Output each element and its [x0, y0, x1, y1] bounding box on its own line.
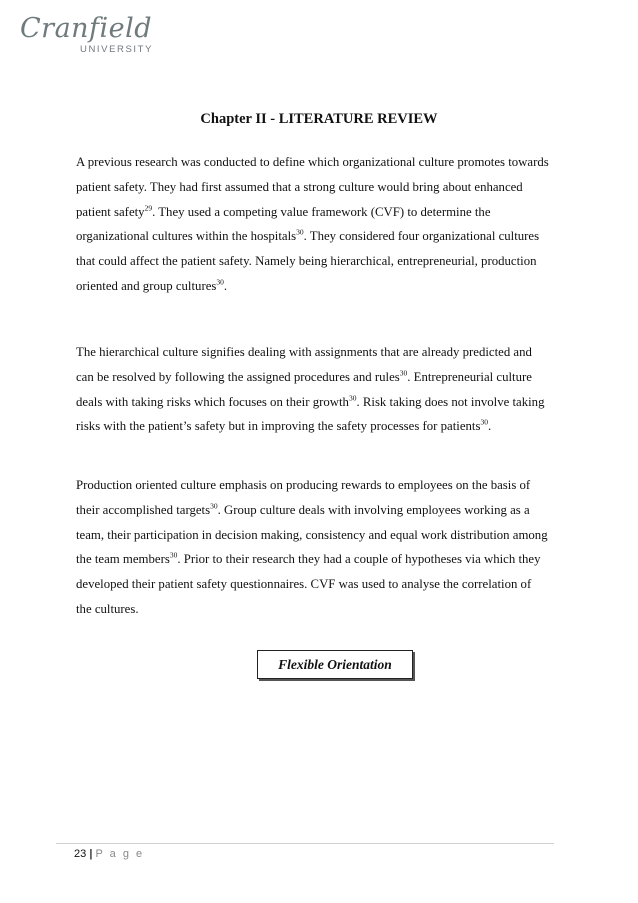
text-line: patient safety$^{29}$. They used a competing value framework (CVF) to determine the	[76, 203, 491, 219]
university-logo	[20, 14, 170, 60]
citation: 30	[348, 393, 357, 403]
paragraph-3	[76, 473, 586, 622]
chapter-title: Chapter II - LITERATURE REVIEW	[200, 111, 438, 127]
flexible-orientation-box: Flexible Orientation	[257, 650, 413, 679]
page-number: 23	[74, 848, 87, 860]
text-line: team, their participation in decision making, consistency and equal work distribution among	[76, 527, 548, 542]
citation: 29	[144, 203, 153, 213]
text-line: risks with the patient’s safety but in improving the safety processes for patients$^{30}$.	[76, 418, 492, 434]
text-line: the cultures.	[76, 601, 139, 616]
text-line: can be resolved by following the assigned procedures and rules$^{30}$. Entrepreneurial culture	[76, 368, 532, 384]
citation: 30	[480, 418, 488, 428]
text-line: organizational cultures within the hospitals$^{30}$. They considered four organizational cultures	[76, 228, 540, 244]
text-line: that could affect the patient safety. Namely being hierarchical, entrepreneurial, production	[76, 254, 537, 269]
text-line: the team members$^{30}$. Prior to their research they had a couple of hypotheses via which they	[76, 551, 541, 567]
citation: 30	[216, 277, 224, 287]
text-line: Production oriented culture emphasis on producing rewards to employees on the basis of	[76, 478, 531, 492]
footer-separator: |	[89, 848, 93, 860]
paragraph-2	[76, 340, 586, 439]
logo-subtitle: UNIVERSITY	[80, 44, 154, 55]
logo-wordmark: Cranfield	[20, 13, 153, 44]
citation: 30	[296, 228, 304, 238]
text-line: developed their patient safety questionnaires. CVF was used to analyse the correlation of	[76, 577, 532, 592]
citation: 30	[399, 368, 408, 378]
text-line: deals with taking risks which focuses on their growth$^{30}$. Risk taking does not involve taking	[76, 393, 545, 409]
page-label: P a g e	[95, 848, 145, 860]
paragraph-1	[76, 150, 586, 299]
citation: 30	[169, 551, 178, 561]
text-line: their accomplished targets$^{30}$. Group culture deals with involving employees working as a	[76, 501, 530, 517]
text-line: patient safety. They had first assumed that a strong culture would bring about enhanced	[76, 179, 523, 194]
footer-divider	[56, 843, 554, 844]
text-line: oriented and group cultures$^{30}$.	[76, 277, 228, 293]
citation: 30	[210, 501, 218, 511]
text-line: A previous research was conducted to define which organizational culture promotes towards	[76, 155, 549, 169]
page-footer	[74, 848, 144, 860]
text-line: The hierarchical culture signifies dealing with assignments that are already predicted and	[76, 345, 532, 359]
